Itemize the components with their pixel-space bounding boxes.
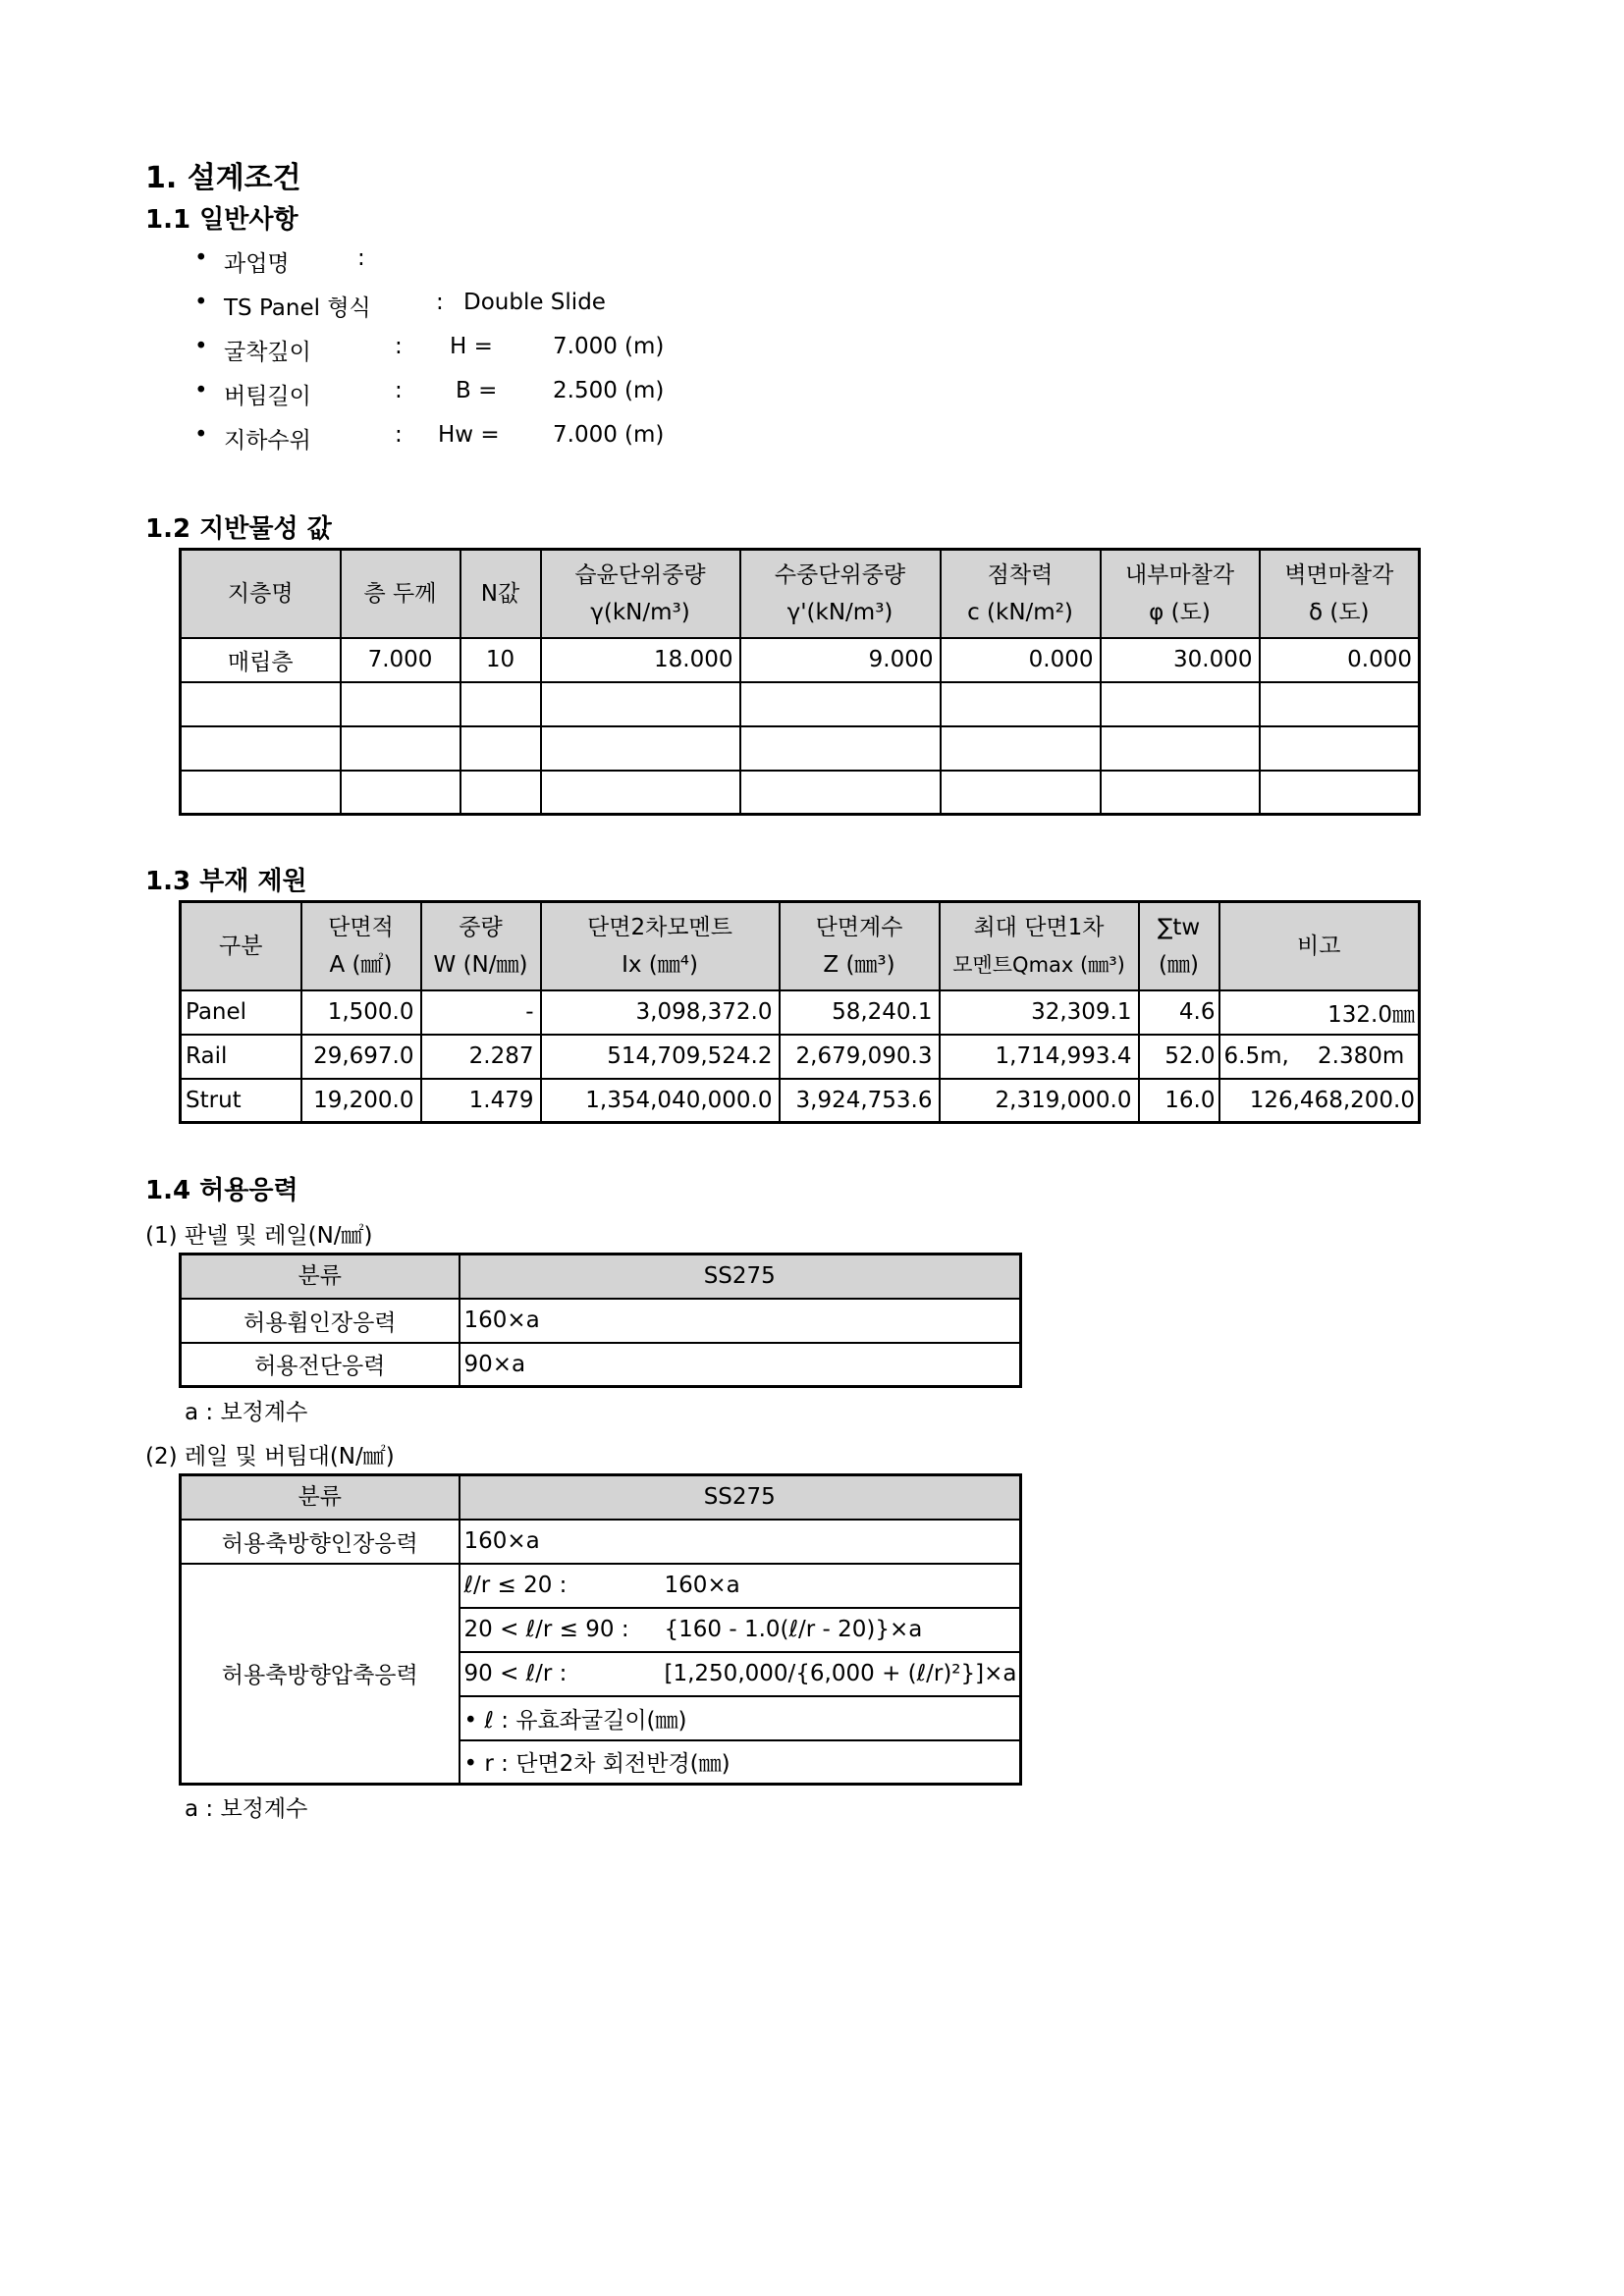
table-cell: 2,319,000.0 [940,1079,1139,1123]
table-cell: 매립층 [181,638,341,682]
subsection-title-general: 1.1 일반사항 [145,205,298,235]
table-cell: 1,714,993.4 [940,1035,1139,1079]
table-row [181,1035,1420,1079]
item-value: 7.000 [553,422,618,448]
subsection-title-members: 1.3 부재 제원 [145,867,307,896]
definition-cell: • ℓ : 유효좌굴길이(㎜) [460,1696,1021,1740]
table-cell: 160×a [460,1520,1021,1564]
table-cell: 2.287 [421,1035,541,1079]
formula-expression: [1,250,000/{6,000 + (ℓ/r)²}]×a [664,1661,1017,1686]
table-header-row [181,1255,1021,1299]
header-cell: SS275 [460,1255,1021,1299]
header-cell: SS275 [460,1475,1021,1520]
table-row [181,1343,1021,1387]
header-cell: 내부마찰각 φ (도) [1101,550,1260,638]
item-symbol: H = [450,334,493,359]
table-cell: 126,468,200.0 [1219,1079,1420,1123]
header-cell: 단면적 A (㎟) [301,902,421,990]
table-cell: 160×a [460,1299,1021,1343]
table-header-row [181,902,1420,990]
item-label: TS Panel 형식 [224,295,371,321]
header-cell: 단면계수 Z (㎜³) [780,902,940,990]
bullet: • [194,290,208,315]
table-cell: - [421,990,541,1035]
table-cell: 4.6 [1139,990,1219,1035]
table-cell: 1,500.0 [301,990,421,1035]
item-value: 2.500 [553,378,618,403]
formula-cell [460,1608,1021,1652]
table-cell: 허용전단응력 [181,1343,460,1387]
member-specs-table [179,900,1421,1124]
item-unit: (m) [624,334,665,359]
table-cell: 18.000 [541,638,740,682]
table-note: a : 보정계수 [185,1796,308,1822]
table-note: a : 보정계수 [185,1400,308,1425]
table-cell: 1.479 [421,1079,541,1123]
header-cell: 수중단위중량 γ'(kN/m³) [740,550,941,638]
subsection-title-allowable-stress: 1.4 허용응력 [145,1176,298,1205]
table-cell: Strut [181,1079,301,1123]
formula-expression: {160 - 1.0(ℓ/r - 20)}×a [664,1617,923,1642]
table-cell: Panel [181,990,301,1035]
table-cell: 58,240.1 [780,990,940,1035]
table-cell: 2,679,090.3 [780,1035,940,1079]
header-cell: 점착력 c (kN/m²) [941,550,1101,638]
table-row-empty [181,726,1420,771]
item-value: Double Slide [463,290,606,315]
formula-expression: 160×a [664,1573,740,1598]
header-cell: 최대 단면1차 모멘트Qmax (㎜³) [940,902,1139,990]
header-cell: 벽면마찰각 δ (도) [1260,550,1420,638]
bullet: • [194,422,208,448]
header-cell: 지층명 [181,550,341,638]
table-cell: 52.0 [1139,1035,1219,1079]
table-cell: 6.5m, 2.380m [1219,1035,1420,1079]
header-cell: 분류 [181,1255,460,1299]
table-cell: 허용축방향인장응력 [181,1520,460,1564]
formula-condition: 90 < ℓ/r : [463,1661,568,1686]
bullet: • [194,245,208,271]
table-cell: Rail [181,1035,301,1079]
item-colon: : [395,422,403,448]
table-cell: 7.000 [341,638,460,682]
item-colon: : [357,245,365,271]
item-symbol: B = [456,378,498,403]
item-colon: : [395,334,403,359]
table-cell: 32,309.1 [940,990,1139,1035]
table-cell: 16.0 [1139,1079,1219,1123]
table-cell: 0.000 [941,638,1101,682]
header-cell: 중량 W (N/㎜) [421,902,541,990]
table-caption: (2) 레일 및 버팀대(N/㎟) [145,1444,395,1469]
header-cell: ∑tw (㎜) [1139,902,1219,990]
subsection-title-soil: 1.2 지반물성 값 [145,514,332,544]
table-cell: 3,924,753.6 [780,1079,940,1123]
formula-cell [460,1564,1021,1608]
table-cell: 29,697.0 [301,1035,421,1079]
table-row [181,1079,1420,1123]
formula-cell [460,1652,1021,1696]
table-row-empty [181,771,1420,815]
definition-cell: • r : 단면2차 회전반경(㎜) [460,1740,1021,1785]
item-unit: (m) [624,422,665,448]
table-caption: (1) 판넬 및 레일(N/㎟) [145,1223,373,1249]
header-cell: 비고 [1219,902,1420,990]
bullet: • [194,334,208,359]
header-cell: 습윤단위중량 γ(kN/m³) [541,550,740,638]
bullet: • [194,378,208,403]
header-cell: 층 두께 [341,550,460,638]
table-cell: 9.000 [740,638,941,682]
table-cell: 19,200.0 [301,1079,421,1123]
header-cell: N값 [460,550,541,638]
header-cell: 단면2차모멘트 Ix (㎜⁴) [541,902,780,990]
item-label: 버팀길이 [224,384,311,409]
header-cell: 분류 [181,1475,460,1520]
table-cell-compression-label: 허용축방향압축응력 [181,1564,460,1785]
header-cell: 구분 [181,902,301,990]
item-colon: : [395,378,403,403]
table-row [181,638,1420,682]
table-row [181,1299,1021,1343]
formula-condition: 20 < ℓ/r ≤ 90 : [463,1617,629,1642]
table-row [181,1520,1021,1564]
item-label: 과업명 [224,251,290,277]
table-cell: 3,098,372.0 [541,990,780,1035]
table-header-row [181,550,1420,638]
table-header-row [181,1475,1021,1520]
formula-condition: ℓ/r ≤ 20 : [463,1573,568,1598]
table-row-empty [181,682,1420,726]
table-cell: 1,354,040,000.0 [541,1079,780,1123]
table-row [181,990,1420,1035]
item-label: 지하수위 [224,428,311,454]
table-cell: 0.000 [1260,638,1420,682]
section-title: 1. 설계조건 [145,161,301,195]
soil-properties-table [179,548,1421,816]
table-cell: 10 [460,638,541,682]
table-cell: 514,709,524.2 [541,1035,780,1079]
allowable-stress-table-strut [179,1473,1022,1786]
allowable-stress-table-panel [179,1253,1022,1388]
table-row [181,1564,1021,1608]
item-unit: (m) [624,378,665,403]
item-symbol: Hw = [438,422,500,448]
item-label: 굴착깊이 [224,340,311,365]
item-colon: : [436,290,444,315]
item-value: 7.000 [553,334,618,359]
table-cell: 132.0㎜ [1219,990,1420,1035]
table-cell: 90×a [460,1343,1021,1387]
table-cell: 30.000 [1101,638,1260,682]
table-cell: 허용휨인장응력 [181,1299,460,1343]
